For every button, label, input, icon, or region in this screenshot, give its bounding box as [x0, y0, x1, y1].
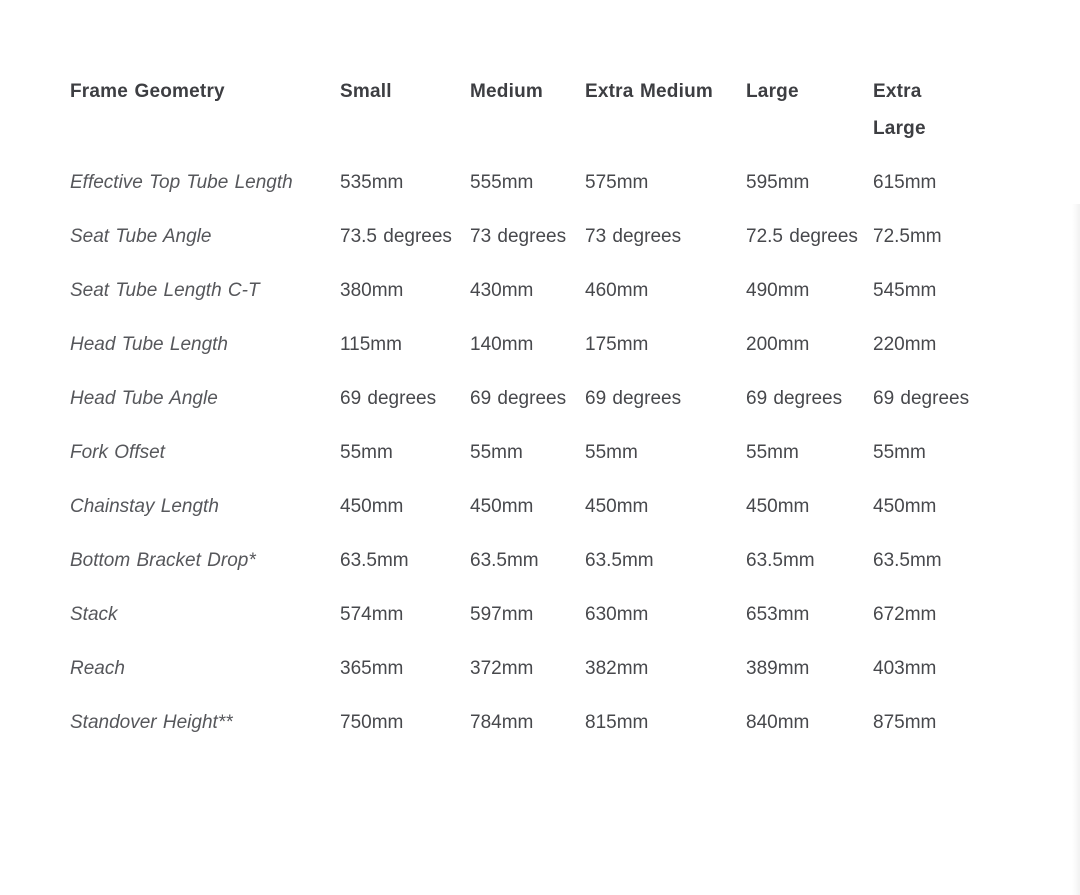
- row-label: Stack: [70, 604, 118, 625]
- cell-value-extra-medium: 575mm: [585, 172, 649, 193]
- cell-value-large: 490mm: [746, 280, 810, 301]
- right-edge-shade: [1072, 204, 1080, 895]
- cell-value-medium: 372mm: [470, 658, 534, 679]
- cell-value-small: 73.5 degrees: [340, 226, 452, 247]
- cell-value-extra-large: 403mm: [873, 658, 937, 679]
- cell-value-medium: 55mm: [470, 442, 523, 463]
- cell-value-small: 69 degrees: [340, 388, 437, 409]
- cell-value-large: 595mm: [746, 172, 810, 193]
- cell-value-medium: 63.5mm: [470, 550, 539, 571]
- cell-value-medium: 73 degrees: [470, 226, 567, 247]
- table-row: [70, 533, 973, 587]
- cell-value-large: 840mm: [746, 712, 810, 733]
- cell-value-large: 450mm: [746, 496, 810, 517]
- row-label: Bottom Bracket Drop*: [70, 550, 256, 571]
- cell-value-small: 535mm: [340, 172, 404, 193]
- column-header-extra-medium: Extra Medium: [585, 81, 713, 102]
- cell-value-medium: 555mm: [470, 172, 534, 193]
- cell-value-extra-medium: 175mm: [585, 334, 649, 355]
- table-row: [70, 641, 973, 695]
- row-label: Seat Tube Length C-T: [70, 280, 260, 301]
- cell-value-small: 115mm: [340, 334, 402, 355]
- cell-value-extra-medium: 382mm: [585, 658, 649, 679]
- table-row: [70, 425, 973, 479]
- cell-value-extra-large: 545mm: [873, 280, 937, 301]
- cell-value-extra-medium: 460mm: [585, 280, 649, 301]
- row-label: Reach: [70, 658, 125, 679]
- column-header-small: Small: [340, 81, 392, 102]
- cell-value-extra-large: 875mm: [873, 712, 937, 733]
- cell-value-extra-large: 55mm: [873, 442, 926, 463]
- cell-value-small: 450mm: [340, 496, 404, 517]
- cell-value-extra-large: 69 degrees: [873, 388, 970, 409]
- frame-geometry-table: [70, 64, 973, 749]
- cell-value-extra-medium: 69 degrees: [585, 388, 682, 409]
- row-label: Head Tube Length: [70, 334, 228, 355]
- cell-value-large: 653mm: [746, 604, 810, 625]
- cell-value-large: 200mm: [746, 334, 810, 355]
- cell-value-extra-large: 450mm: [873, 496, 937, 517]
- cell-value-extra-medium: 55mm: [585, 442, 638, 463]
- cell-value-extra-large: 220mm: [873, 334, 937, 355]
- cell-value-large: 55mm: [746, 442, 799, 463]
- column-header-large: Large: [746, 81, 799, 102]
- cell-value-medium: 784mm: [470, 712, 534, 733]
- cell-value-extra-medium: 73 degrees: [585, 226, 682, 247]
- table-row: [70, 371, 973, 425]
- cell-value-medium: 140mm: [470, 334, 534, 355]
- cell-value-medium: 430mm: [470, 280, 534, 301]
- row-label: Fork Offset: [70, 442, 165, 463]
- cell-value-small: 63.5mm: [340, 550, 409, 571]
- cell-value-medium: 597mm: [470, 604, 534, 625]
- cell-value-large: 72.5 degrees: [746, 226, 858, 247]
- row-label: Seat Tube Angle: [70, 226, 212, 247]
- cell-value-small: 750mm: [340, 712, 404, 733]
- column-header-extra-large: Extra Large: [873, 81, 926, 139]
- cell-value-small: 380mm: [340, 280, 404, 301]
- table-header-row: [70, 64, 973, 155]
- cell-value-extra-large: 672mm: [873, 604, 937, 625]
- table-row: [70, 587, 973, 641]
- cell-value-large: 389mm: [746, 658, 810, 679]
- table-row: [70, 263, 973, 317]
- cell-value-extra-large: 72.5mm: [873, 226, 942, 247]
- table-row: [70, 209, 973, 263]
- cell-value-extra-medium: 815mm: [585, 712, 649, 733]
- row-label: Effective Top Tube Length: [70, 172, 293, 193]
- column-header-medium: Medium: [470, 81, 543, 102]
- table-row: [70, 155, 973, 209]
- cell-value-small: 365mm: [340, 658, 404, 679]
- table-title: Frame Geometry: [70, 81, 225, 102]
- cell-value-extra-medium: 450mm: [585, 496, 649, 517]
- table-row: [70, 695, 973, 749]
- cell-value-small: 574mm: [340, 604, 404, 625]
- row-label: Standover Height**: [70, 712, 233, 733]
- cell-value-extra-large: 615mm: [873, 172, 937, 193]
- cell-value-medium: 450mm: [470, 496, 534, 517]
- table-row: [70, 479, 973, 533]
- page: [0, 64, 1080, 895]
- row-label: Head Tube Angle: [70, 388, 218, 409]
- cell-value-medium: 69 degrees: [470, 388, 567, 409]
- cell-value-extra-medium: 630mm: [585, 604, 649, 625]
- cell-value-large: 69 degrees: [746, 388, 843, 409]
- cell-value-large: 63.5mm: [746, 550, 815, 571]
- cell-value-small: 55mm: [340, 442, 393, 463]
- cell-value-extra-large: 63.5mm: [873, 550, 942, 571]
- table-row: [70, 317, 973, 371]
- row-label: Chainstay Length: [70, 496, 219, 517]
- cell-value-extra-medium: 63.5mm: [585, 550, 654, 571]
